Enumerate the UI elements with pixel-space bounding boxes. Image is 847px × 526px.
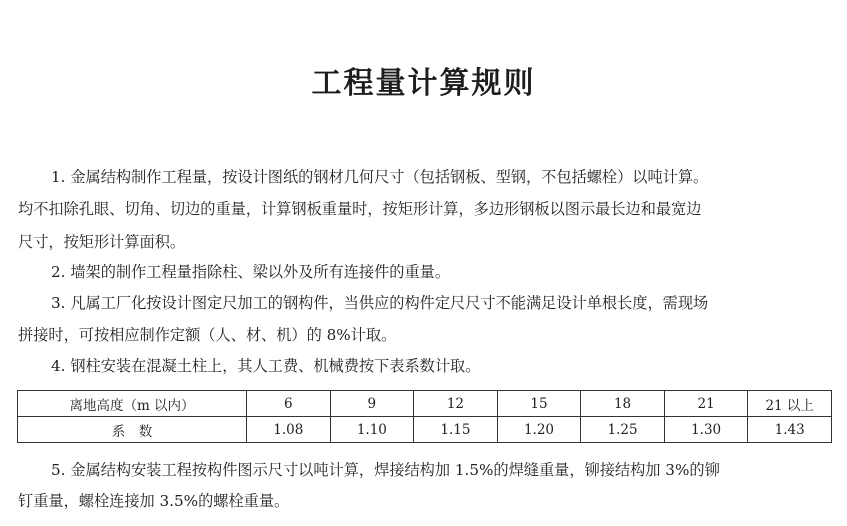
rule-3-line-2: 拼接时，可按相应制作定额（人、材、机）的 8%计取。: [18, 326, 397, 344]
height-cell: 6: [247, 391, 331, 417]
coefficient-cell: 1.08: [247, 417, 331, 443]
coefficient-table: [17, 390, 832, 443]
page-title: 工程量计算规则: [311, 66, 536, 101]
height-cell: 21 以上: [748, 391, 832, 417]
row-label-height: 离地高度（m 以内）: [18, 391, 247, 417]
height-cell: 15: [497, 391, 581, 417]
coefficient-cell: 1.25: [581, 417, 665, 443]
rule-1-line-3: 尺寸，按矩形计算面积。: [18, 233, 186, 251]
table-row-height: [18, 391, 832, 417]
height-cell: 9: [330, 391, 414, 417]
coefficient-cell: 1.15: [414, 417, 498, 443]
height-cell: 12: [414, 391, 498, 417]
rule-4-line-1: 4. 钢柱安装在混凝土柱上，其人工费、机械费按下表系数计取。: [51, 357, 481, 375]
rule-1-line-2: 均不扣除孔眼、切角、切边的重量，计算钢板重量时，按矩形计算，多边形钢板以图示最长边和最宽边: [18, 200, 702, 218]
coefficient-cell: 1.20: [497, 417, 581, 443]
row-label-coefficient: 系 数: [18, 417, 247, 443]
coefficient-cell: 1.30: [664, 417, 748, 443]
rule-1-line-1: 1. 金属结构制作工程量，按设计图纸的钢材几何尺寸（包括钢板、型钢，不包括螺栓）以吨计算。: [51, 168, 709, 186]
height-cell: 18: [581, 391, 665, 417]
rule-5-line-2: 钉重量，螺栓连接加 3.5%的螺栓重量。: [18, 492, 290, 510]
coefficient-cell: 1.10: [330, 417, 414, 443]
height-cell: 21: [664, 391, 748, 417]
table-row-coefficient: [18, 417, 832, 443]
rule-2-line-1: 2. 墙架的制作工程量指除柱、梁以外及所有连接件的重量。: [51, 263, 451, 281]
coefficient-cell: 1.43: [748, 417, 832, 443]
rule-5-line-1: 5. 金属结构安装工程按构件图示尺寸以吨计算，焊接结构加 1.5%的焊缝重量，铆接结构加 3%的铆: [51, 461, 720, 479]
rule-3-line-1: 3. 凡属工厂化按设计图定尺加工的钢构件，当供应的构件定尺尺寸不能满足设计单根长度，需现场: [51, 294, 709, 312]
